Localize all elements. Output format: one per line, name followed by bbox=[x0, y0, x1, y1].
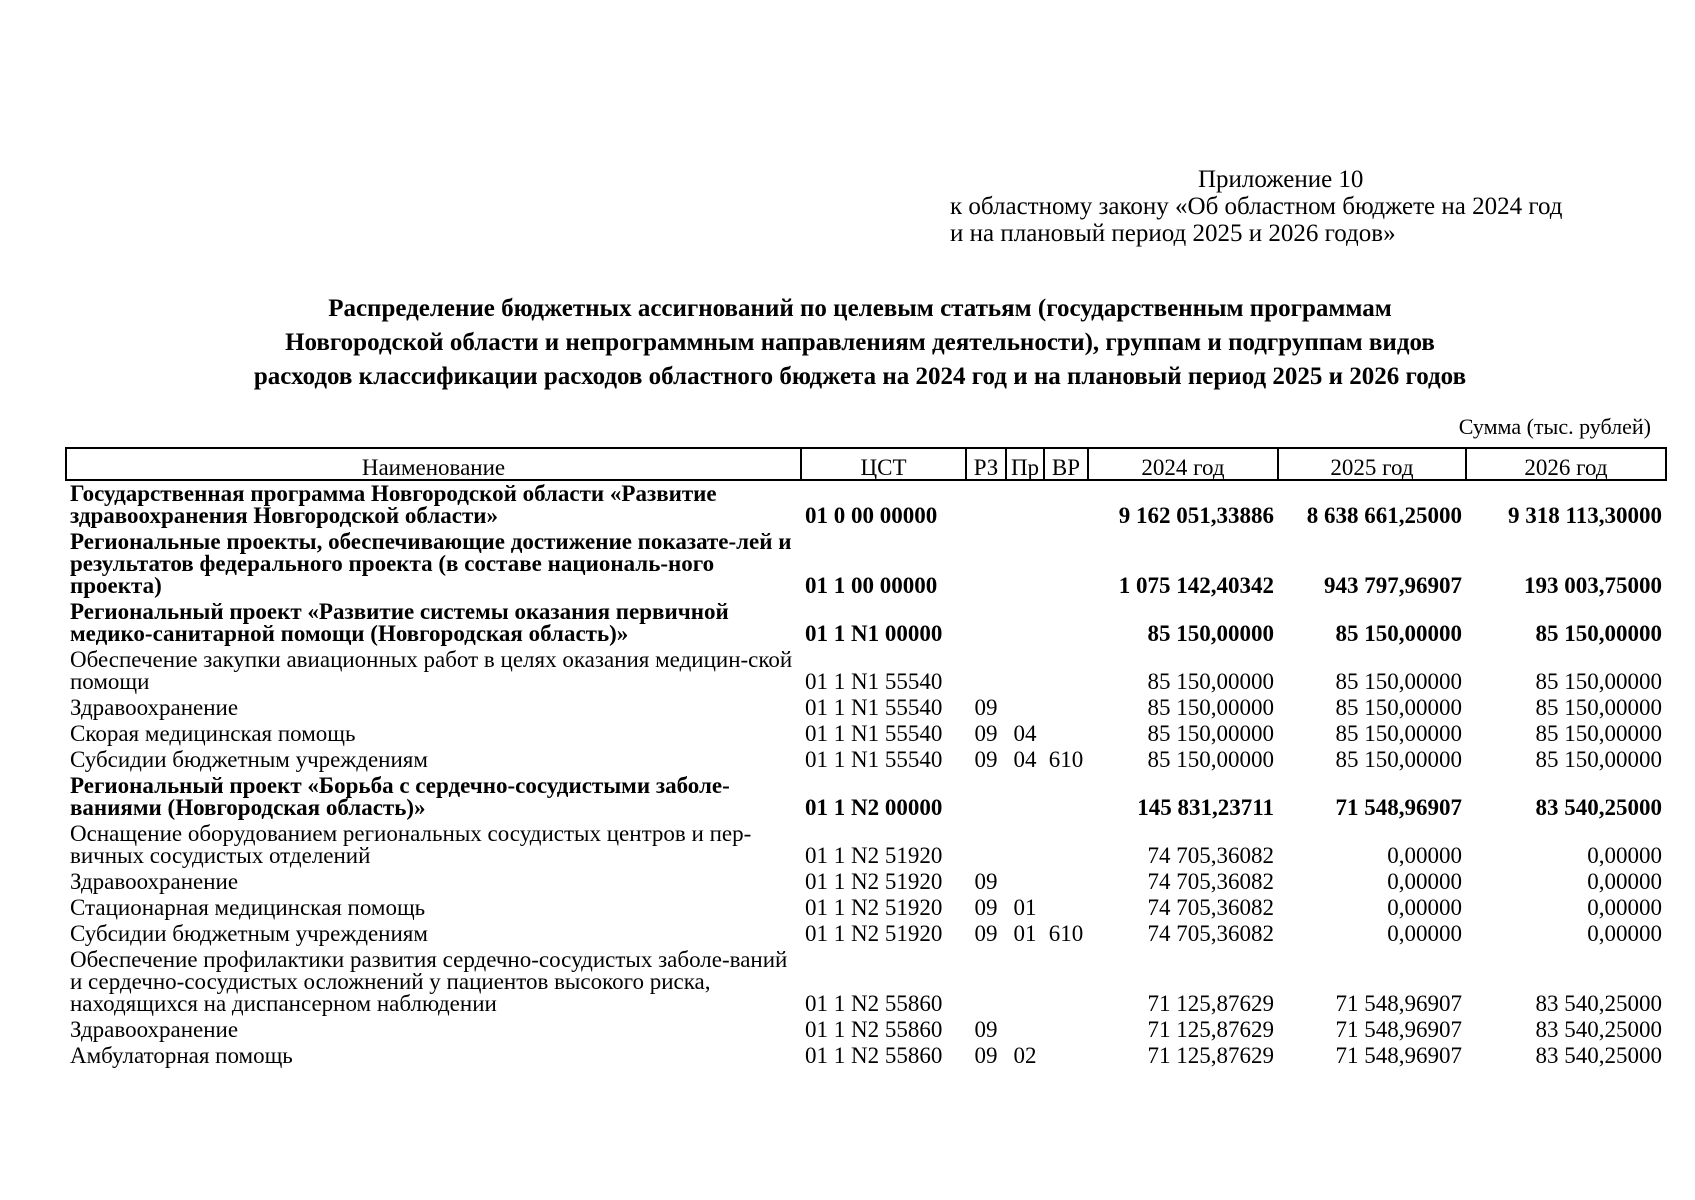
header-2025: 2025 год bbox=[1278, 448, 1466, 480]
cell-name: Здравоохранение bbox=[70, 695, 239, 720]
table-body bbox=[66, 480, 1666, 1069]
cell-name: Государственная программа Новгородской области «Развитие здравоохранения Новгородской области» bbox=[70, 481, 717, 528]
cell-2024: 74 705,36082 bbox=[1147, 869, 1274, 894]
cell-vr: 610 bbox=[1048, 747, 1084, 772]
cell-cst: 01 1 N2 51920 bbox=[805, 843, 943, 868]
cell-2026: 0,00000 bbox=[1587, 843, 1662, 868]
cell-name: Региональный проект «Борьба с сердечно-сосудистыми заболе-ваниями (Новгородская область)» bbox=[70, 773, 730, 820]
cell-pr: 01 bbox=[1013, 921, 1037, 946]
cell-cst: 01 1 N2 55860 bbox=[805, 991, 943, 1016]
cell-2026: 85 150,00000 bbox=[1535, 695, 1662, 720]
cell-name: Амбулаторная помощь bbox=[70, 1043, 293, 1068]
cell-rz bbox=[966, 947, 1006, 1017]
cell-rz: 09 bbox=[974, 1043, 998, 1068]
cell-2025: 0,00000 bbox=[1387, 921, 1462, 946]
cell-cst: 01 1 N2 51920 bbox=[805, 869, 943, 894]
cell-2024: 71 125,87629 bbox=[1147, 1043, 1274, 1068]
cell-rz bbox=[966, 480, 1006, 529]
table-row bbox=[66, 947, 1666, 1017]
table-row bbox=[66, 721, 1666, 747]
cell-vr bbox=[1044, 599, 1088, 647]
cell-vr bbox=[1044, 821, 1088, 869]
cell-name: Оснащение оборудованием региональных сосудистых центров и пер-вичных сосудистых отделений bbox=[70, 821, 752, 868]
cell-2025: 8 638 661,25000 bbox=[1306, 503, 1462, 528]
cell-2026: 0,00000 bbox=[1587, 895, 1662, 920]
table-row bbox=[66, 1043, 1666, 1069]
cell-pr bbox=[1006, 1017, 1044, 1043]
cell-vr bbox=[1044, 1017, 1088, 1043]
cell-pr bbox=[1006, 947, 1044, 1017]
table-row bbox=[66, 647, 1666, 695]
cell-2024: 85 150,00000 bbox=[1147, 621, 1274, 646]
cell-name: Скорая медицинская помощь bbox=[70, 721, 356, 746]
table-row bbox=[66, 921, 1666, 947]
appendix-line-2: и на плановый период 2025 и 2026 годов» bbox=[950, 220, 1396, 247]
cell-rz bbox=[966, 773, 1006, 821]
cell-2025: 85 150,00000 bbox=[1335, 721, 1462, 746]
cell-pr bbox=[1006, 480, 1044, 529]
cell-2024: 74 705,36082 bbox=[1147, 921, 1274, 946]
cell-2025: 0,00000 bbox=[1387, 869, 1462, 894]
document-title bbox=[60, 292, 1660, 394]
cell-vr: 610 bbox=[1048, 921, 1084, 946]
table-row bbox=[66, 773, 1666, 821]
budget-table bbox=[65, 447, 1667, 1069]
cell-name: Обеспечение закупки авиационных работ в целях оказания медицин-ской помощи bbox=[70, 647, 793, 694]
cell-2024: 145 831,23711 bbox=[1137, 795, 1274, 820]
cell-2024: 71 125,87629 bbox=[1147, 991, 1274, 1016]
cell-pr bbox=[1006, 599, 1044, 647]
cell-vr bbox=[1044, 647, 1088, 695]
cell-cst: 01 1 N1 55540 bbox=[805, 669, 943, 694]
cell-name: Здравоохранение bbox=[70, 869, 239, 894]
cell-cst: 01 1 N2 51920 bbox=[805, 921, 943, 946]
cell-pr bbox=[1006, 647, 1044, 695]
cell-2025: 85 150,00000 bbox=[1335, 747, 1462, 772]
cell-2025: 71 548,96907 bbox=[1335, 1043, 1462, 1068]
cell-pr bbox=[1006, 529, 1044, 599]
cell-cst: 01 1 00 00000 bbox=[805, 573, 938, 598]
cell-cst: 01 1 N2 51920 bbox=[805, 895, 943, 920]
cell-cst: 01 1 N2 00000 bbox=[805, 795, 943, 820]
cell-cst: 01 1 N2 55860 bbox=[805, 1043, 943, 1068]
cell-name: Региональный проект «Развитие системы оказания первичной медико-санитарной помощи (Новгородская область)» bbox=[70, 599, 729, 646]
cell-name: Региональные проекты, обеспечивающие достижение показате-лей и результатов федерального проекта (в составе националь-ного проекта) bbox=[70, 529, 792, 598]
cell-name: Субсидии бюджетным учреждениям bbox=[70, 921, 428, 946]
header-rz: РЗ bbox=[966, 448, 1006, 480]
cell-2026: 83 540,25000 bbox=[1535, 991, 1662, 1016]
cell-2025: 943 797,96907 bbox=[1324, 573, 1462, 598]
cell-2026: 83 540,25000 bbox=[1535, 1017, 1662, 1042]
cell-rz bbox=[966, 599, 1006, 647]
cell-pr bbox=[1006, 695, 1044, 721]
cell-2026: 85 150,00000 bbox=[1535, 621, 1662, 646]
cell-vr bbox=[1044, 695, 1088, 721]
cell-rz bbox=[966, 647, 1006, 695]
document-title-line-3: расходов классификации расходов областного бюджета на 2024 год и на плановый период 2025 и 2026 годов bbox=[253, 363, 1467, 390]
table-row bbox=[66, 821, 1666, 869]
cell-cst: 01 1 N1 55540 bbox=[805, 747, 943, 772]
cell-pr: 04 bbox=[1013, 747, 1037, 772]
cell-2024: 9 162 051,33886 bbox=[1118, 503, 1274, 528]
cell-2024: 71 125,87629 bbox=[1147, 1017, 1274, 1042]
header-2024: 2024 год bbox=[1088, 448, 1278, 480]
cell-2024: 85 150,00000 bbox=[1147, 695, 1274, 720]
cell-2026: 83 540,25000 bbox=[1535, 795, 1662, 820]
cell-rz: 09 bbox=[974, 869, 998, 894]
cell-2024: 85 150,00000 bbox=[1147, 747, 1274, 772]
cell-rz bbox=[966, 529, 1006, 599]
cell-2024: 74 705,36082 bbox=[1147, 895, 1274, 920]
table-row bbox=[66, 480, 1666, 529]
cell-rz: 09 bbox=[974, 721, 998, 746]
cell-pr: 04 bbox=[1013, 721, 1037, 746]
table-row bbox=[66, 895, 1666, 921]
cell-2026: 85 150,00000 bbox=[1535, 721, 1662, 746]
table-row bbox=[66, 695, 1666, 721]
cell-name: Стационарная медицинская помощь bbox=[70, 895, 426, 920]
cell-vr bbox=[1044, 1043, 1088, 1069]
cell-name: Здравоохранение bbox=[70, 1017, 239, 1042]
cell-2024: 85 150,00000 bbox=[1147, 721, 1274, 746]
table-row bbox=[66, 529, 1666, 599]
cell-2026: 9 318 113,30000 bbox=[1508, 503, 1662, 528]
cell-rz: 09 bbox=[974, 695, 998, 720]
cell-pr bbox=[1006, 821, 1044, 869]
cell-2025: 71 548,96907 bbox=[1335, 1017, 1462, 1042]
cell-2026: 85 150,00000 bbox=[1535, 669, 1662, 694]
cell-vr bbox=[1044, 773, 1088, 821]
cell-2025: 71 548,96907 bbox=[1335, 991, 1462, 1016]
cell-2025: 85 150,00000 bbox=[1335, 695, 1462, 720]
cell-rz: 09 bbox=[974, 1017, 998, 1042]
table-row bbox=[66, 747, 1666, 773]
table-row bbox=[66, 869, 1666, 895]
header-pr: Пр bbox=[1006, 448, 1044, 480]
cell-pr: 02 bbox=[1013, 1043, 1037, 1068]
cell-rz: 09 bbox=[974, 895, 998, 920]
cell-cst: 01 0 00 00000 bbox=[805, 503, 938, 528]
cell-rz: 09 bbox=[974, 747, 998, 772]
document-title-line-1: Распределение бюджетных ассигнований по целевым статьям (государственным программам bbox=[328, 295, 1392, 322]
cell-vr bbox=[1044, 947, 1088, 1017]
cell-2024: 74 705,36082 bbox=[1147, 843, 1274, 868]
cell-2025: 85 150,00000 bbox=[1335, 669, 1462, 694]
cell-2026: 85 150,00000 bbox=[1535, 747, 1662, 772]
cell-cst: 01 1 N1 55540 bbox=[805, 695, 943, 720]
cell-2024: 1 075 142,40342 bbox=[1118, 573, 1274, 598]
units-label: Сумма (тыс. рублей) bbox=[1458, 414, 1651, 439]
header-2026: 2026 год bbox=[1466, 448, 1666, 480]
cell-2025: 0,00000 bbox=[1387, 895, 1462, 920]
cell-2026: 193 003,75000 bbox=[1524, 573, 1662, 598]
header-cst: ЦСТ bbox=[801, 448, 966, 480]
cell-vr bbox=[1044, 721, 1088, 747]
cell-2026: 0,00000 bbox=[1587, 921, 1662, 946]
cell-vr bbox=[1044, 895, 1088, 921]
header-vr: ВР bbox=[1044, 448, 1088, 480]
cell-vr bbox=[1044, 869, 1088, 895]
appendix-title: Приложение 10 bbox=[1198, 166, 1364, 193]
cell-2024: 85 150,00000 bbox=[1147, 669, 1274, 694]
table-header-row bbox=[66, 448, 1666, 480]
table-row bbox=[66, 1017, 1666, 1043]
cell-2026: 0,00000 bbox=[1587, 869, 1662, 894]
appendix-line-1: к областному закону «Об областном бюджете на 2024 год bbox=[950, 193, 1563, 220]
cell-2025: 0,00000 bbox=[1387, 843, 1462, 868]
appendix-block bbox=[950, 166, 1650, 247]
cell-rz: 09 bbox=[974, 921, 998, 946]
cell-pr: 01 bbox=[1013, 895, 1037, 920]
cell-rz bbox=[966, 821, 1006, 869]
cell-2025: 71 548,96907 bbox=[1335, 795, 1462, 820]
cell-cst: 01 1 N2 55860 bbox=[805, 1017, 943, 1042]
cell-vr bbox=[1044, 480, 1088, 529]
cell-cst: 01 1 N1 00000 bbox=[805, 621, 943, 646]
cell-cst: 01 1 N1 55540 bbox=[805, 721, 943, 746]
cell-vr bbox=[1044, 529, 1088, 599]
cell-2025: 85 150,00000 bbox=[1335, 621, 1462, 646]
cell-name: Субсидии бюджетным учреждениям bbox=[70, 747, 428, 772]
header-name: Наименование bbox=[66, 448, 801, 480]
cell-name: Обеспечение профилактики развития сердечно-сосудистых заболе-ваний и сердечно-сосудистых осложнений у пациентов высокого риска, находящихся на диспансерном наблюдении bbox=[70, 947, 788, 1016]
cell-pr bbox=[1006, 773, 1044, 821]
cell-2026: 83 540,25000 bbox=[1535, 1043, 1662, 1068]
document-title-line-2: Новгородской области и непрограммным направлениям деятельности), группам и подгруппам видов bbox=[285, 329, 1435, 356]
table-row bbox=[66, 599, 1666, 647]
cell-pr bbox=[1006, 869, 1044, 895]
